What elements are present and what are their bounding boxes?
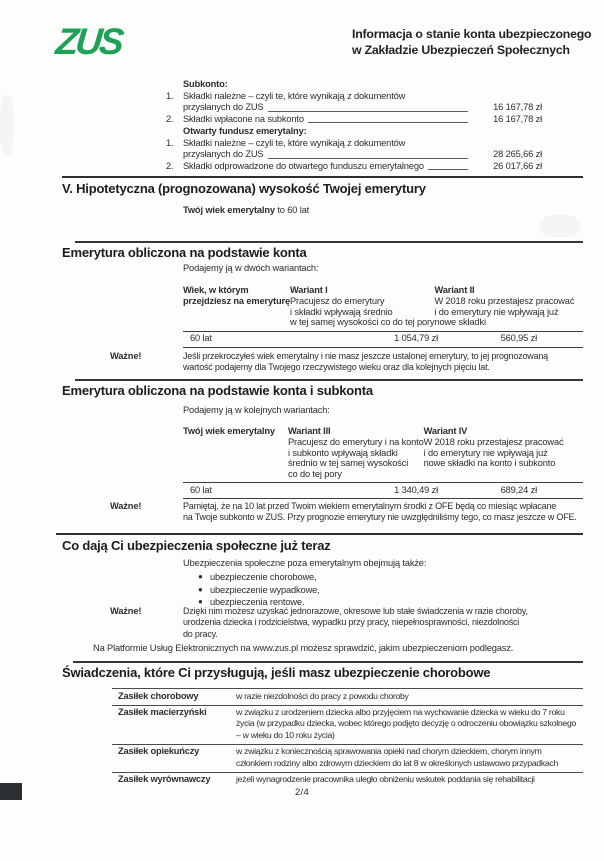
- item-label: Składki wpłacone na subkonto: [183, 113, 304, 124]
- teraz-heading-text: Co dają Ci ubezpieczenia społeczne już teraz: [62, 538, 331, 553]
- subkonto-section: [166, 79, 542, 125]
- benefit-name: Zasiłek opiekuńczy: [118, 746, 200, 757]
- pension-table-konto-subkonto: [183, 426, 583, 499]
- retirement-age-line: [183, 205, 309, 217]
- document-title-line1: Informacja o stanie konta ubezpieczonego: [352, 27, 592, 41]
- item-number: 2.: [166, 160, 174, 171]
- variant2-amount-cell: 560,95 zł: [500, 333, 537, 344]
- item-number: 1.: [166, 90, 174, 101]
- variant-desc-line: i subkonto wpływają składki: [288, 447, 398, 458]
- document-title: [352, 27, 591, 58]
- col-age-header-line: Twój wiek emerytalny: [183, 426, 275, 436]
- benefit-desc-line: jeżeli wynagrodzenie pracownika uległo obniżeniu wskutek poddania się rehabilitacji: [236, 774, 535, 785]
- section-divider: [75, 379, 583, 381]
- scan-smudge: [0, 95, 14, 155]
- scan-artifact-mark: [0, 783, 22, 800]
- section-v-heading: [62, 176, 583, 196]
- bullet-icon: ●: [198, 584, 203, 594]
- item-label: Składki należne – czyli te, które wynikają z dokumentów: [183, 137, 406, 148]
- list-item: [166, 114, 542, 126]
- benefit-desc-line: w związku z koniecznością sprawowania opieki nad chorym dzieckiem, chorym innym: [236, 746, 542, 757]
- wazne-text: [183, 351, 596, 374]
- benefit-desc: [236, 707, 583, 741]
- benefit-desc-line: w razie niezdolności do pracy z powodu choroby: [236, 690, 409, 701]
- item-label-cont: przysłanych do ZUS: [183, 149, 264, 159]
- konto-heading: Emerytura obliczona na podstawie konta: [62, 245, 307, 260]
- item-label-cont: przysłanych do ZUS: [183, 102, 264, 112]
- variant-desc-line: W 2018 roku przestajesz pracować: [434, 296, 575, 306]
- document-title-line2: w Zakładzie Ubezpieczeń Społecznych: [352, 42, 570, 57]
- variant-desc-line: i do emerytury nie wpływają już: [434, 306, 559, 317]
- variant-desc-line: i składki wpływają średnio: [289, 306, 393, 317]
- bullet-icon: ●: [198, 572, 203, 581]
- section-v-heading-text: V. Hipotetyczna (prognozowana) wysokość Twojej emerytury: [62, 181, 426, 196]
- wazne-text-line: Pamiętaj, że na 10 lat przed Twoim wiekiem emerytalnym środki z OFE będą co miesiąc wpłacane: [183, 501, 557, 511]
- table-header-row: [183, 426, 583, 482]
- benefits-table: [112, 688, 583, 788]
- benefit-desc-line: życia (w przypadku dziecka, wobec którego podjęto decyzję o odroczeniu obowiązku szkolnego: [236, 718, 577, 729]
- col-variant3-header: [288, 426, 424, 479]
- variant-title: Wariant IV: [423, 426, 468, 436]
- col-age-header-line: przejdziesz na emeryturę: [183, 296, 290, 306]
- dot-leader-line: [268, 158, 469, 159]
- wazne-label: Ważne!: [110, 606, 142, 616]
- col-age-header-line: Wiek, w którym: [183, 285, 249, 295]
- col-age-header: [183, 426, 288, 479]
- konto-subkonto-heading: Emerytura obliczona na podstawie konta i subkonta: [62, 383, 373, 398]
- wazne-text-line: Dzięki nim możesz uzyskać jednorazowe, okresowe lub stałe świadczenia w razie choroby,: [183, 606, 528, 616]
- wazne-text-line: urodzenia dziecka i rodzicielstwa, wypadku przy pracy, niepełnosprawności, niezdolności: [183, 617, 520, 628]
- zus-logo: ZUS: [53, 21, 124, 62]
- list-item: [198, 571, 320, 584]
- bullet-text: ubezpieczenia rentowe.: [210, 597, 305, 608]
- benefit-name: Zasiłek wyrównawczy: [118, 774, 211, 785]
- insurance-bullet-list: [198, 571, 320, 609]
- list-item: [166, 91, 542, 114]
- variant1-amount-cell: 1 054,79 zł: [394, 333, 438, 344]
- variant3-amount-cell: 1 340,49 zł: [394, 484, 438, 495]
- wazne-text-line: wartość podajemy dla Twojego rzeczywistego wieku oraz dla kolejnych pięciu lat.: [183, 362, 490, 373]
- variant-desc-line: Pracujesz do emerytury i na konto: [288, 437, 424, 447]
- konto-intro: Podajemy ją w dwóch wariantach:: [183, 263, 319, 273]
- benefit-desc-line: – w wieku do 10 roku życia): [236, 729, 335, 740]
- item-number: 1.: [166, 137, 174, 148]
- subkonto-heading: Subkonto:: [183, 79, 228, 89]
- variant-desc-line: co do tej pory: [288, 468, 342, 479]
- variant-title: Wariant I: [289, 285, 328, 295]
- list-item: [166, 161, 542, 173]
- table-row: [112, 772, 583, 789]
- col-variant1-header: [290, 285, 434, 328]
- page-number: 2/4: [294, 787, 310, 798]
- age-cell: 60 lat: [190, 484, 212, 495]
- item-label: Składki należne – czyli te, które wynikają z dokumentów: [183, 90, 406, 101]
- wazne-label: Ważne!: [110, 501, 142, 511]
- table-header-row: [183, 285, 583, 331]
- dot-leader-line: [268, 111, 469, 112]
- variant-desc-line: w tej samej wysokości co do tej pory: [289, 317, 435, 328]
- wazne-label: Ważne!: [110, 351, 142, 361]
- item-label: Składki odprowadzone do otwartego funduszu emerytalnego: [183, 160, 424, 171]
- benefit-name: Zasiłek chorobowy: [118, 690, 199, 701]
- benefit-desc: [236, 774, 583, 786]
- bullet-icon: ●: [198, 597, 203, 607]
- list-item: [198, 584, 320, 597]
- wazne-note: [110, 606, 596, 640]
- wazne-text-line: na Twoje subkonto w ZUS. Przy prognozie emerytury nie uwzględniliśmy tego, co masz jeszcze w OFE.: [183, 512, 577, 523]
- benefit-desc: [236, 691, 583, 703]
- wazne-text: [183, 501, 596, 524]
- list-item: [166, 138, 542, 161]
- wazne-text: [183, 606, 596, 640]
- variant-desc-line: W 2018 roku przestajesz pracować: [423, 437, 564, 447]
- variant-title: Wariant II: [434, 285, 475, 295]
- variant-desc-line: Pracujesz do emerytury: [289, 296, 385, 306]
- item-number: 2.: [166, 113, 174, 124]
- section-divider: [62, 176, 583, 178]
- col-age-header: [183, 285, 290, 328]
- variant-desc-line: nowe składki: [434, 317, 486, 328]
- col-variant4-header: [424, 426, 583, 479]
- amount-value: 28 265,66 zł: [493, 149, 542, 159]
- swiadczenia-heading: Świadczenia, które Ci przysługują, jeśli masz ubezpieczenie chorobowe: [62, 665, 491, 680]
- variant-desc-line: średnio w tej samej wysokości: [288, 458, 409, 469]
- section-divider: [73, 661, 583, 663]
- col-variant2-header: [434, 285, 583, 328]
- wazne-text-line: do pracy.: [183, 628, 218, 639]
- pue-platform-note: Na Platformie Usług Elektronicznych na www.zus.pl możesz sprawdzić, jakim ubezpieczeniom podlegasz.: [93, 643, 514, 653]
- dot-leader-line: [428, 169, 468, 170]
- benefit-desc-line: członkiem rodziny albo zdrowym dzieckiem do lat 8 w określonych ustawowo przypadkach: [236, 757, 558, 768]
- variant4-amount-cell: 689,24 zł: [500, 484, 537, 495]
- age-cell: 60 lat: [190, 333, 212, 344]
- teraz-heading: [56, 533, 583, 553]
- section-divider: [56, 533, 583, 535]
- pension-table-konto: [183, 285, 583, 348]
- amount-value: 16 167,78 zł: [493, 102, 542, 112]
- table-row: [112, 705, 583, 744]
- retirement-age-value: to 60 lat: [277, 205, 310, 215]
- scan-smudge: [540, 215, 580, 237]
- wazne-text-line: Jeśli przekroczyłeś wiek emerytalny i nie masz jeszcze ustalonej emerytury, to jej prognozowaną: [183, 351, 548, 361]
- wazne-note: [110, 351, 596, 374]
- ofe-heading: Otwarty fundusz emerytalny:: [183, 126, 307, 136]
- benefit-desc: [236, 746, 583, 769]
- teraz-intro: Ubezpieczenia społeczne poza emerytalnym obejmują także:: [183, 558, 427, 568]
- table-row: [183, 331, 583, 348]
- dot-leader-line: [308, 122, 468, 123]
- variant-desc-line: nowe składki na konto i subkonto: [423, 458, 556, 469]
- bullet-text: ubezpieczenie wypadkowe,: [210, 584, 320, 595]
- variant-desc-line: i do emerytury nie wpływają już: [423, 447, 548, 458]
- benefit-desc-line: w związku z urodzeniem dziecka albo przyjęciem na wychowanie dziecka w wieku do 7 roku: [236, 707, 565, 717]
- amount-value: 16 167,78 zł: [493, 113, 542, 124]
- variant-title: Wariant III: [288, 426, 331, 436]
- bullet-text: ubezpieczenie chorobowe,: [210, 572, 317, 582]
- table-row: [112, 688, 583, 705]
- section-divider: [75, 241, 583, 243]
- amount-value: 26 017,66 zł: [493, 160, 542, 171]
- table-row: [183, 482, 583, 499]
- wazne-note: [110, 501, 596, 524]
- benefit-name: Zasiłek macierzyński: [118, 707, 207, 717]
- konto-subkonto-intro: Podajemy ją w kolejnych wariantach:: [183, 405, 330, 415]
- ofe-section: [166, 126, 542, 172]
- retirement-age-label: Twój wiek emerytalny: [183, 205, 275, 215]
- table-row: [112, 744, 583, 772]
